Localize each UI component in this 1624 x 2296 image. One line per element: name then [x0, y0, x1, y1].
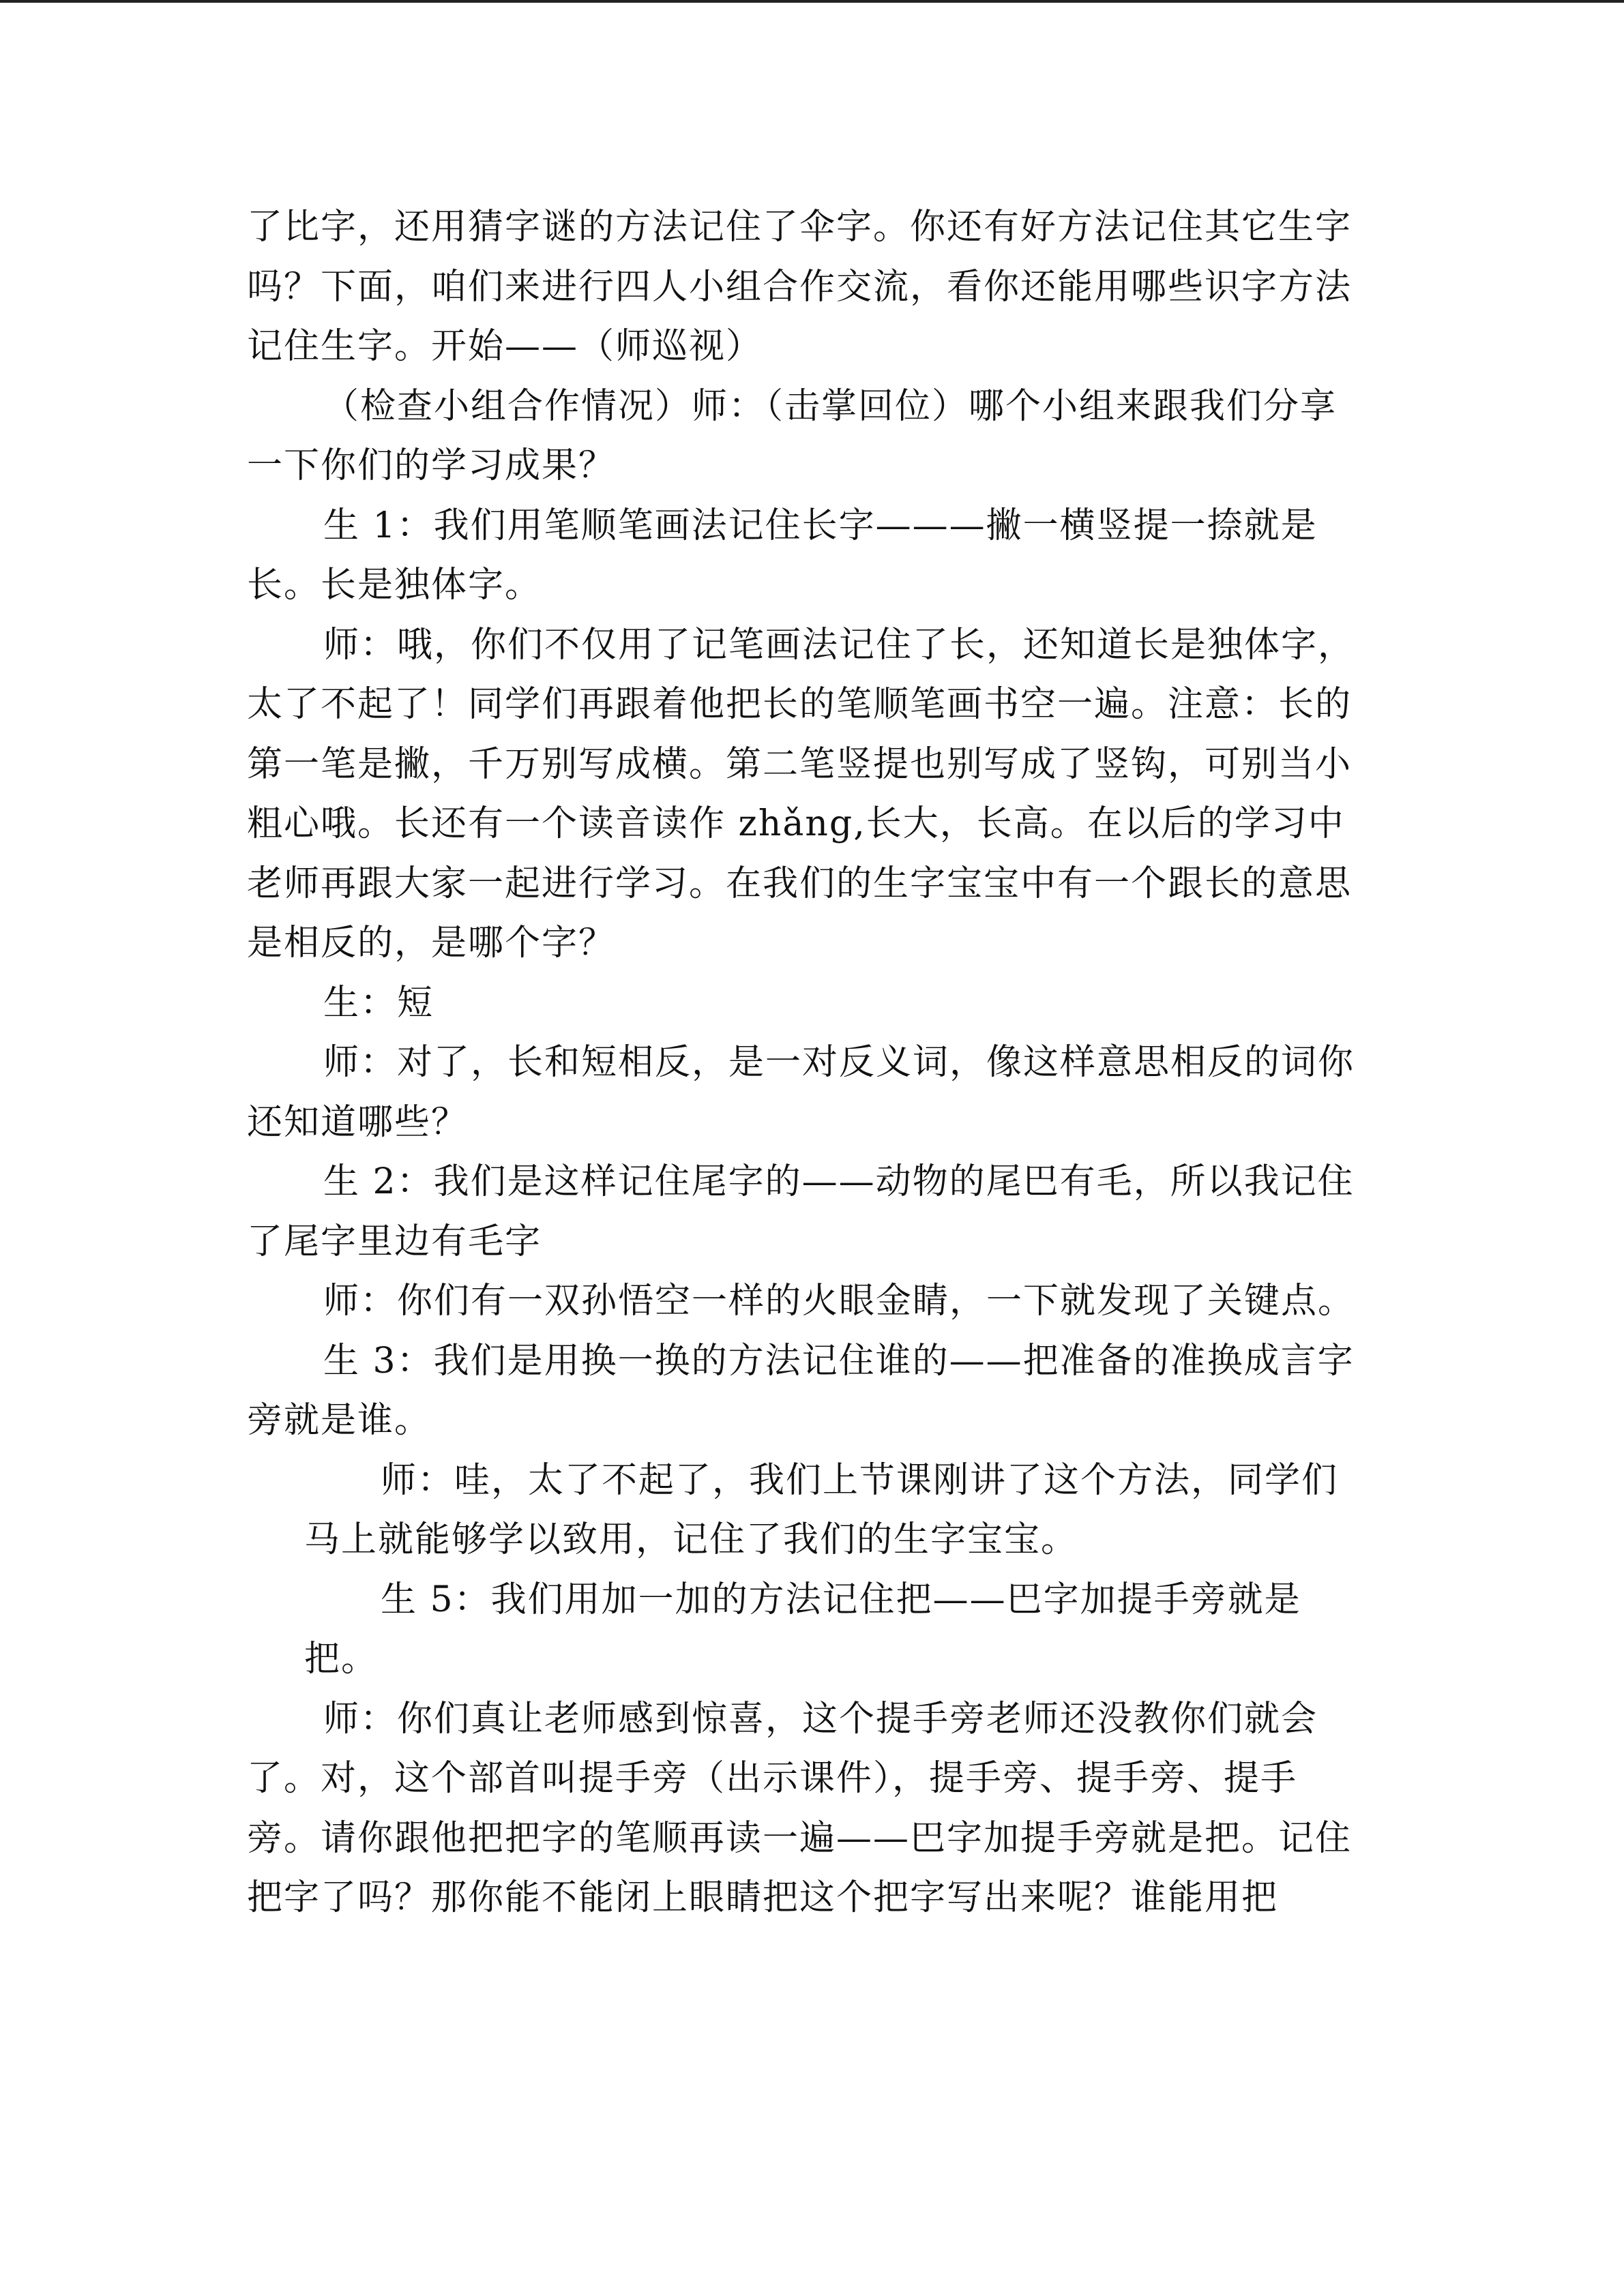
paragraph-continuation: 了比字，还用猜字谜的方法记住了伞字。你还有好方法记住其它生字吗？下面，咱们来进行四人小组合作交流，看你还能用哪些识字方法记住生字。开始——（师巡视）: [247, 207, 1353, 367]
paragraph-student-3: 生 3：我们是用换一换的方法记住谁的——把准备的准换成言字旁就是谁。: [247, 1340, 1355, 1441]
paragraph-student-5: 生 5：我们用加一加的方法记住把——巴字加提手旁就是把。: [304, 1579, 1301, 1680]
paragraph-student-2: 生 2：我们是这样记住尾字的——动物的尾巴有毛，所以我记住了尾字里边有毛字: [247, 1161, 1355, 1262]
paragraph-teacher-chang: 师：哦，你们不仅用了记笔画法记住了长，还知道长是独体字，太了不起了！同学们再跟着他把长的笔顺笔画书空一遍。注意：长的第一笔是撇，千万别写成横。第二笔竖提也别写成了竖钩，可别当小粗心哦。长还有一个读音读作 zhǎng,长大，长高。在以后的学习中老师再跟大家一起进行学习。在我们的生字宝宝中有一个跟长的意思是相反的，是哪个字？: [247, 624, 1355, 964]
paragraph-teacher-praise: 师：你们有一双孙悟空一样的火眼金睛，一下就发现了关键点。: [323, 1281, 1355, 1322]
paragraph-teacher-wow: 师：哇，太了不起了，我们上节课刚讲了这个方法，同学们马上就能够学以致用，记住了我们的生字宝宝。: [304, 1459, 1339, 1560]
top-border-line: [0, 0, 1624, 3]
paragraph-teacher-antonym: 师：对了，长和短相反，是一对反义词，像这样意思相反的词你还知道哪些？: [247, 1042, 1355, 1143]
paragraph-student-duan: 生：短: [323, 982, 434, 1024]
document-body: [247, 198, 1365, 1928]
paragraph-student-1: 生 1：我们用笔顺笔画法记住长字———撇一横竖提一捺就是长。长是独体字。: [247, 505, 1318, 606]
paragraph-teacher-radical: 师：你们真让老师感到惊喜，这个提手旁老师还没教你们就会了。对，这个部首叫提手旁（出示课件），提手旁、提手旁、提手旁。请你跟他把把字的笔顺再读一遍——巴字加提手旁就是把。记住把字了吗？那你能不能闭上眼睛把这个把字写出来呢？谁能用把: [247, 1698, 1353, 1918]
paragraph-group-check: （检查小组合作情况）师：（击掌回位）哪个小组来跟我们分享一下你们的学习成果？: [247, 385, 1338, 486]
